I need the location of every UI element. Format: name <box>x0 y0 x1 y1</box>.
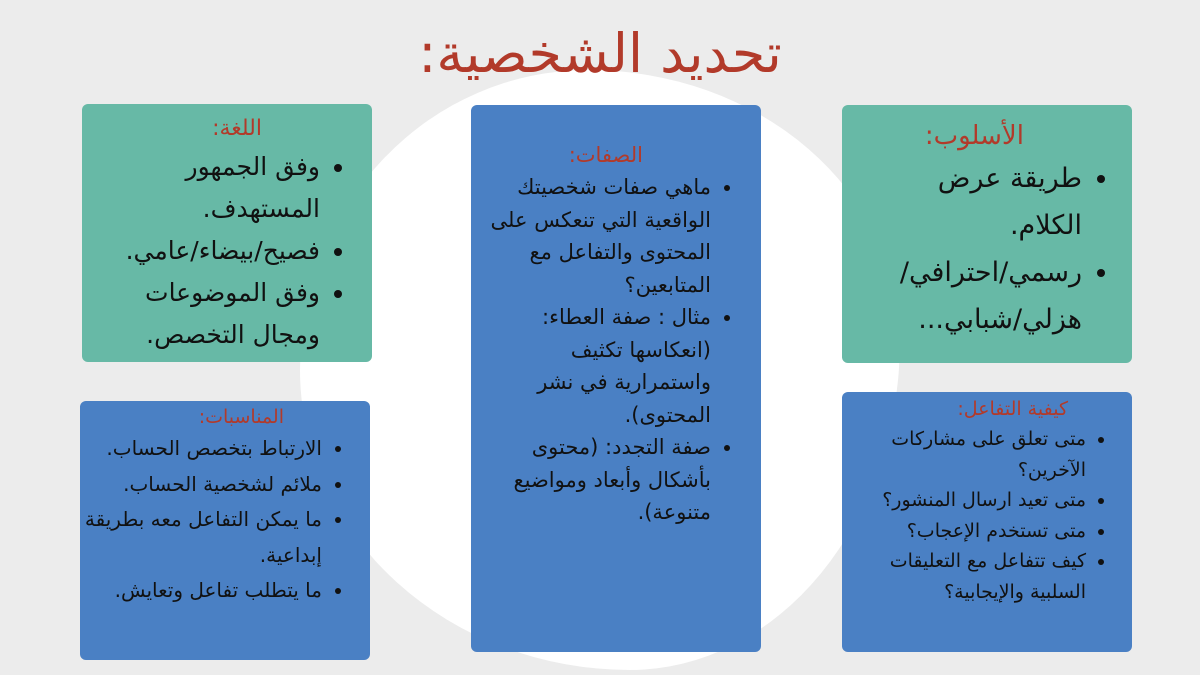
style-card <box>842 105 1132 363</box>
list-item: • ما يتطلب تفاعل وتعايش. <box>80 573 322 609</box>
list-item: • متى تعلق على مشاركات الآخرين؟ <box>852 424 1086 485</box>
list-item: • ماهي صفات شخصيتك الواقعية التي تنعكس على المحتوى والتفاعل مع المتابعين؟ <box>489 171 711 301</box>
list-item: • متى تستخدم الإعجاب؟ <box>852 516 1086 547</box>
page-title: تحديد الشخصية: <box>418 22 782 85</box>
language-heading: اللغة: <box>212 116 262 141</box>
style-heading: الأسلوب: <box>924 121 1024 151</box>
list-item: • فصيح/بيضاء/عامي. <box>82 230 320 272</box>
traits-list <box>489 171 733 529</box>
list-item: • وفق الموضوعات ومجال التخصص. <box>82 272 320 356</box>
list-item: • ما يمكن التفاعل معه بطريقة إبداعية. <box>80 502 322 573</box>
list-item: • مثال : صفة العطاء: (انعكاسها تكثيف واستمرارية في نشر المحتوى). <box>489 301 711 431</box>
style-list <box>862 155 1104 343</box>
occasions-list <box>80 431 344 609</box>
list-item: • رسمي/احترافي/هزلي/شبابي... <box>862 249 1082 343</box>
occasions-heading: المناسبات: <box>198 406 284 428</box>
list-item: • كيف تتفاعل مع التعليقات السلبية والإيجابية؟ <box>852 546 1086 607</box>
list-item: • الارتباط بتخصص الحساب. <box>80 431 322 467</box>
traits-heading: الصفات: <box>568 143 643 167</box>
occasions-card <box>80 401 370 660</box>
interaction-card <box>842 392 1132 652</box>
traits-card <box>471 105 761 652</box>
language-list <box>82 146 342 356</box>
list-item: • وفق الجمهور المستهدف. <box>82 146 320 230</box>
list-item: • طريقة عرض الكلام. <box>862 155 1082 249</box>
list-item: • ملائم لشخصية الحساب. <box>80 467 322 503</box>
list-item: • صفة التجدد: (محتوى بأشكال وأبعاد ومواضيع متنوعة). <box>489 431 711 529</box>
language-card <box>82 104 372 362</box>
interaction-list <box>852 424 1108 607</box>
list-item: • متى تعيد ارسال المنشور؟ <box>852 485 1086 516</box>
interaction-heading: كيفية التفاعل: <box>957 398 1068 420</box>
